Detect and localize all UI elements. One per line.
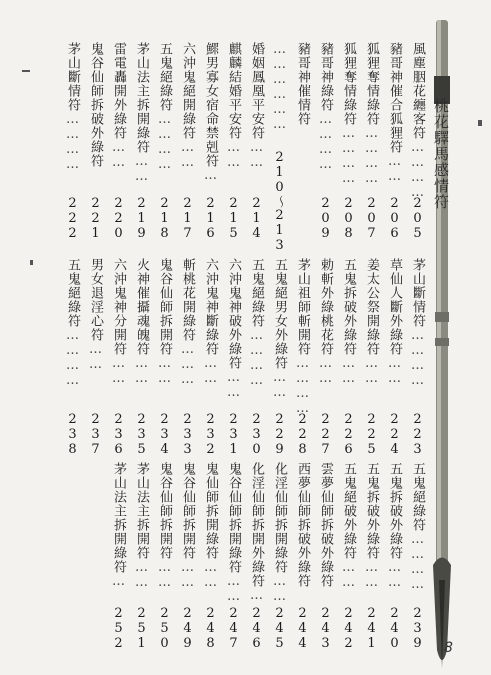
- toc-entry-page: 207: [364, 196, 379, 241]
- toc-entry-leader: ……: [134, 356, 149, 386]
- toc-entry-page: 237: [88, 412, 103, 457]
- toc-entry-title: 豬哥神催合狐狸符: [387, 42, 402, 154]
- toc-entry-leader: ……: [111, 356, 126, 386]
- toc-entry-page: 210～213: [272, 150, 287, 253]
- toc-entry-title: 西夢仙師拆破外綠符: [295, 462, 310, 588]
- toc-entry-page: 222: [65, 196, 80, 241]
- toc-entry-leader: ……: [157, 356, 172, 386]
- toc-entry-leader: ……: [387, 154, 402, 184]
- toc-entry-page: 214: [249, 196, 264, 241]
- toc-entry-leader: …………: [364, 126, 379, 186]
- toc-entry-title: 斬桃花開綠符: [180, 258, 195, 342]
- toc-entry-leader: ……: [134, 154, 149, 184]
- toc-entry-leader: ……: [249, 140, 264, 170]
- toc-entry-title: 鬼谷仙師拆開綠符: [226, 462, 241, 574]
- toc-entry-page: 209: [318, 196, 333, 241]
- toc-entry-title: 五鬼絕破外綠符: [341, 462, 356, 560]
- toc-entry-title: 勅斬外綠桃花符: [318, 258, 333, 356]
- toc-entry-title: 火神催攝魂魄符: [134, 258, 149, 356]
- running-title: 桃花驛馬感情符: [432, 98, 450, 210]
- toc-entry-page: 221: [88, 196, 103, 241]
- toc-entry-page: 216: [203, 196, 218, 241]
- toc-entry-leader: …………: [295, 356, 310, 416]
- toc-entry-page: 235: [134, 412, 149, 457]
- toc-entry-title: 五鬼拆破外綠符: [387, 462, 402, 560]
- toc-entry-leader: ……: [88, 342, 103, 372]
- toc-entry-title: 鬼谷仙師拆破外綠符: [88, 42, 103, 168]
- toc-entry-title: 雲夢仙師拆破外綠符: [318, 462, 333, 588]
- toc-entry-page: 226: [341, 412, 356, 457]
- toc-entry-page: 249: [180, 606, 195, 651]
- toc-entry-leader: …: [203, 168, 218, 183]
- toc-entry-leader: ……: [203, 560, 218, 590]
- toc-entry-page: 241: [364, 606, 379, 651]
- toc-entry-page: 239: [410, 606, 425, 651]
- toc-entry-page: 220: [111, 196, 126, 241]
- toc-entry-page: 215: [226, 196, 241, 241]
- toc-entry-title: 五鬼絕綠符: [410, 462, 425, 532]
- toc-entry-title: 茅山祖師斬開符: [295, 258, 310, 356]
- toc-entry-page: 233: [180, 412, 195, 457]
- toc-entry-page: 242: [341, 606, 356, 651]
- toc-entry-leader: ………………: [272, 42, 287, 132]
- page-number: 8: [444, 640, 453, 656]
- toc-entry-title: 六沖鬼絕開綠符: [180, 42, 195, 140]
- toc-entry-leader: …………: [410, 328, 425, 388]
- toc-entry[interactable]: [294, 42, 310, 250]
- toc-entry-title: 六沖鬼神分開符: [111, 258, 126, 356]
- toc-entry-leader: ……: [180, 140, 195, 170]
- toc-entry-page: 229: [272, 412, 287, 457]
- toc-entry-leader: …………: [410, 532, 425, 592]
- toc-entry-title: 男女退淫心符: [88, 258, 103, 342]
- toc-entry-title: 狐狸奪情綠符: [341, 42, 356, 126]
- toc-entry-page: 208: [341, 196, 356, 241]
- toc-entry-leader: ……: [318, 356, 333, 386]
- toc-entry-leader: …………: [318, 112, 333, 172]
- toc-entry-leader: ……: [272, 370, 287, 400]
- toc-entry-page: 206: [387, 196, 402, 241]
- toc-entry-leader: …: [249, 588, 264, 603]
- toc-entry-title: 五鬼絕男女外綠符: [272, 258, 287, 370]
- toc-entry-leader: ……: [111, 140, 126, 170]
- toc-entry-page: 234: [157, 412, 172, 457]
- toc-entry-page: 219: [134, 196, 149, 241]
- toc-entry-page: 250: [157, 606, 172, 651]
- toc-entry-page: 231: [226, 412, 241, 457]
- toc-entry-title: 鰥男寡女宿命禁剋符: [203, 42, 218, 168]
- toc-entry-leader: ……: [203, 356, 218, 386]
- toc-entry-page: 217: [180, 196, 195, 241]
- toc-entry-title: 五鬼拆破外綠符: [341, 258, 356, 356]
- toc-entry-title: 鬼仙師拆開綠符: [203, 462, 218, 560]
- toc-entry-leader: ……: [157, 560, 172, 590]
- toc-entry-leader: …………: [157, 112, 172, 172]
- toc-entry-page: 240: [387, 606, 402, 651]
- margin-mark: [22, 70, 30, 72]
- toc-entry-title: 風塵胭花纏客符: [410, 42, 425, 140]
- toc-entry-leader: …………: [341, 126, 356, 186]
- toc-entry-title: 五鬼絕綠符: [157, 42, 172, 112]
- toc-entry-page: 225: [364, 412, 379, 457]
- toc-entry-leader: ……: [180, 560, 195, 590]
- toc-entry-page: 227: [318, 412, 333, 457]
- toc-entry-page: 228: [295, 412, 310, 457]
- toc-entry-title: 草仙人斷外綠符: [387, 258, 402, 356]
- toc-entry-leader: ……: [387, 356, 402, 386]
- toc-entry-title: 五鬼絕綠符: [65, 258, 80, 328]
- toc-entry-page: 223: [410, 412, 425, 457]
- toc-entry-title: 五鬼絕綠符: [249, 258, 264, 328]
- toc-entry-title: 茅山法主拆開綠符: [134, 42, 149, 154]
- toc-entry-page: 232: [203, 412, 218, 457]
- margin-mark: [478, 120, 482, 126]
- toc-entry-page: 236: [111, 412, 126, 457]
- toc-entry-title: 姜太公祭開綠符: [364, 258, 379, 356]
- toc-entry-title: 豬哥神催情符: [295, 42, 310, 126]
- toc-entry-leader: ……: [226, 574, 241, 604]
- toc-entry-page: 245: [272, 606, 287, 651]
- toc-entry-page: 205: [410, 196, 425, 241]
- toc-entry-page: 244: [295, 606, 310, 651]
- toc-entry-leader: ……: [272, 574, 287, 604]
- toc-entry-title: 五鬼拆破外綠符: [364, 462, 379, 560]
- toc-entry-title: 豬哥神綠符: [318, 42, 333, 112]
- toc-entry-title: 茅山法主拆開符: [134, 462, 149, 560]
- toc-entry-page: 243: [318, 606, 333, 651]
- toc-entry-title: 茅山斷情符: [65, 42, 80, 112]
- toc-entry-page: 247: [226, 606, 241, 651]
- toc-entry-title: 雷電轟開外綠符: [111, 42, 126, 140]
- toc-entry-title: 六沖鬼神破外綠符: [226, 258, 241, 370]
- toc-entry-leader: ……: [226, 370, 241, 400]
- toc-entry-title: 鬼谷仙師拆開符: [157, 258, 172, 356]
- toc-entry-leader: …………: [65, 328, 80, 388]
- toc-entry-leader: ……: [226, 140, 241, 170]
- toc-entry-title: 茅山斷情符: [410, 258, 425, 328]
- toc-entry-leader: …: [111, 574, 126, 589]
- toc-entry-leader: …………: [249, 328, 264, 388]
- toc-entry-leader: ………: [180, 342, 195, 387]
- toc-entry-title: 化淫仙師拆開綠符: [272, 462, 287, 574]
- toc-entry-leader: ……: [134, 560, 149, 590]
- toc-entry-title: 婚姻鳳凰平安符: [249, 42, 264, 140]
- toc-entry-leader: ……: [387, 560, 402, 590]
- toc-entry-title: 鬼谷仙師拆開符: [157, 462, 172, 560]
- toc-entry-title: 六沖鬼神斷綠符: [203, 258, 218, 356]
- toc-entry-title: 鬼谷仙師拆開符: [180, 462, 195, 560]
- toc-entry-page: 246: [249, 606, 264, 651]
- margin-mark: [30, 260, 33, 265]
- toc-entry-title: 麒麟結婚平安符: [226, 42, 241, 140]
- toc-entry-page: 230: [249, 412, 264, 457]
- toc-entry-leader: …………: [410, 140, 425, 200]
- toc-entry-page: 251: [134, 606, 149, 651]
- toc-entry-page: 248: [203, 606, 218, 651]
- toc-entry-title: 茅山法主拆開綠符: [111, 462, 126, 574]
- toc-entry-page: 224: [387, 412, 402, 457]
- toc-entry-leader: ……: [364, 560, 379, 590]
- toc-entry-page: 252: [111, 606, 126, 651]
- toc-entry-leader: ……: [341, 560, 356, 590]
- toc-entry-title: 狐狸奪情綠符: [364, 42, 379, 126]
- toc-entry-leader: …………: [65, 112, 80, 172]
- toc-entry-leader: ……: [341, 356, 356, 386]
- toc-entry-title: 化淫仙師拆開外綠符: [249, 462, 264, 588]
- toc-entry-page: 238: [65, 412, 80, 457]
- toc-entry-page: 218: [157, 196, 172, 241]
- toc-entry-leader: ……: [364, 356, 379, 386]
